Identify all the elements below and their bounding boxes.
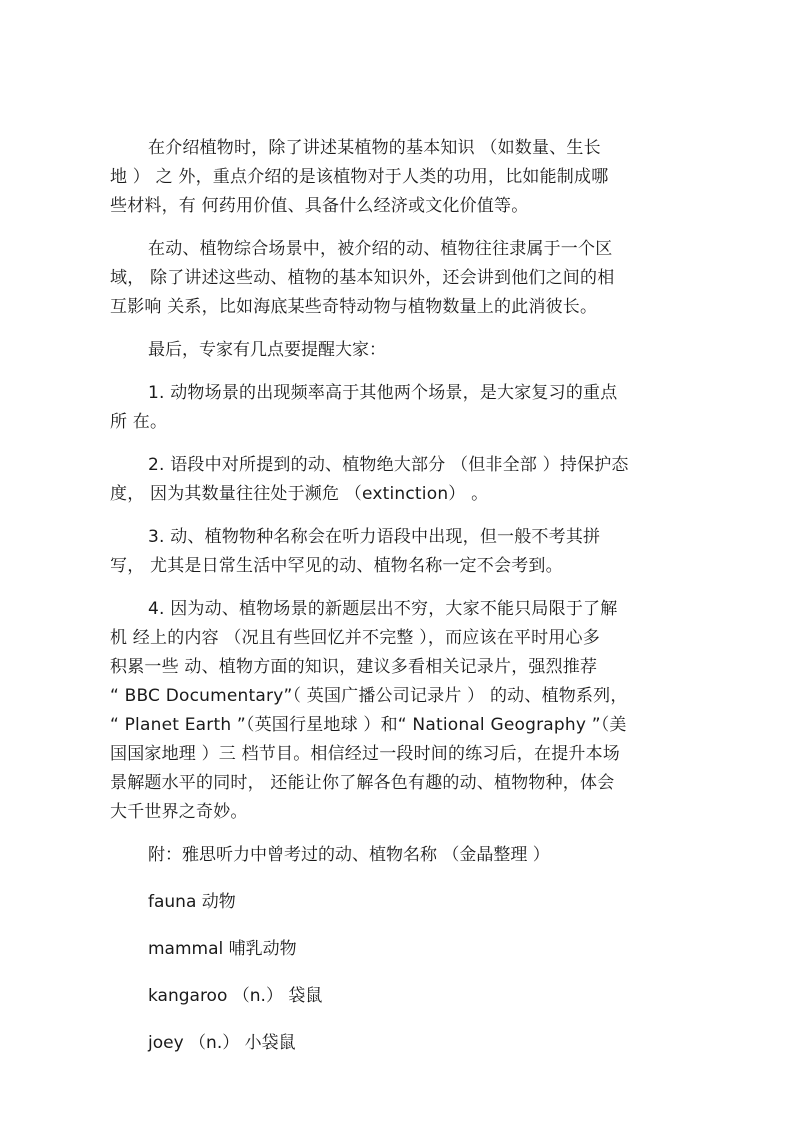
text-line: 3. 动、植物物种名称会在听力语段中出现，但一般不考其拼 (148, 527, 601, 547)
text-line: 地 ） 之 外，重点介绍的是该植物对于人类的功用，比如能制成哪 (110, 167, 609, 187)
text-line: “ BBC Documentary”（ 英国广播公司记录片 ） 的动、植物系列， (110, 686, 628, 706)
document-page (110, 134, 666, 1058)
text-line: 4. 因为动、植物场景的新题层出不穷，大家不能只局限于了解 (148, 599, 618, 619)
text-line: “ Planet Earth ”（英国行星地球 ）和“ National Geography ”（美 (110, 715, 627, 735)
point-4 (110, 595, 666, 827)
text-line: 域， 除了讲述这些动、植物的基本知识外，还会讲到他们之间的相 (110, 268, 615, 288)
text-line: 机 经上的内容 （况且有些回忆并不完整 ），而应该在平时用心多 (110, 628, 600, 648)
text-line: 景解题水平的同时， 还能让你了解各色有趣的动、植物物种，体会 (110, 773, 615, 793)
appendix-title: 附：雅思听力中曾考过的动、植物名称 （金晶整理 ） (148, 845, 550, 865)
vocab-item: joey （n.） 小袋鼠 (148, 1033, 296, 1053)
vocab-item: kangaroo （n.） 袋鼠 (148, 986, 323, 1006)
text-line: 在动、植物综合场景中，被介绍的动、植物往往隶属于一个区 (148, 239, 613, 259)
text-line: 所 在。 (110, 412, 168, 432)
paragraph-mixed-scene (110, 235, 666, 322)
text-line: 互影响 关系，比如海底某些奇特动物与植物数量上的此消彼长。 (110, 297, 598, 317)
vocab-item: fauna 动物 (148, 892, 236, 912)
text-line: 国国家地理 ）三 档节目。相信经过一段时间的练习后，在提升本场 (110, 744, 621, 764)
text-line: 度， 因为其数量往往处于濒危 （extinction） 。 (110, 484, 489, 504)
text-line: 大千世界之奇妙。 (110, 802, 248, 822)
point-2 (110, 451, 666, 509)
vocab-item: mammal 哺乳动物 (148, 939, 297, 959)
reminder-intro: 最后，专家有几点要提醒大家： (148, 340, 386, 360)
text-line: 1. 动物场景的出现频率高于其他两个场景，是大家复习的重点 (148, 383, 618, 403)
text-line: 2. 语段中对所提到的动、植物绝大部分 （但非全部 ）持保护态 (148, 455, 629, 475)
text-line: 些材料，有 何药用价值、具备什么经济或文化价值等。 (110, 196, 529, 216)
text-line: 在介绍植物时，除了讲述某植物的基本知识 （如数量、生长 (148, 138, 601, 158)
point-1 (110, 379, 666, 437)
text-line: 写， 尤其是日常生活中罕见的动、植物名称一定不会考到。 (110, 556, 563, 576)
point-3 (110, 523, 666, 581)
paragraph-plants (110, 134, 666, 221)
text-line: 积累一些 动、植物方面的知识，建议多看相关记录片，强烈推荐 (110, 657, 598, 677)
